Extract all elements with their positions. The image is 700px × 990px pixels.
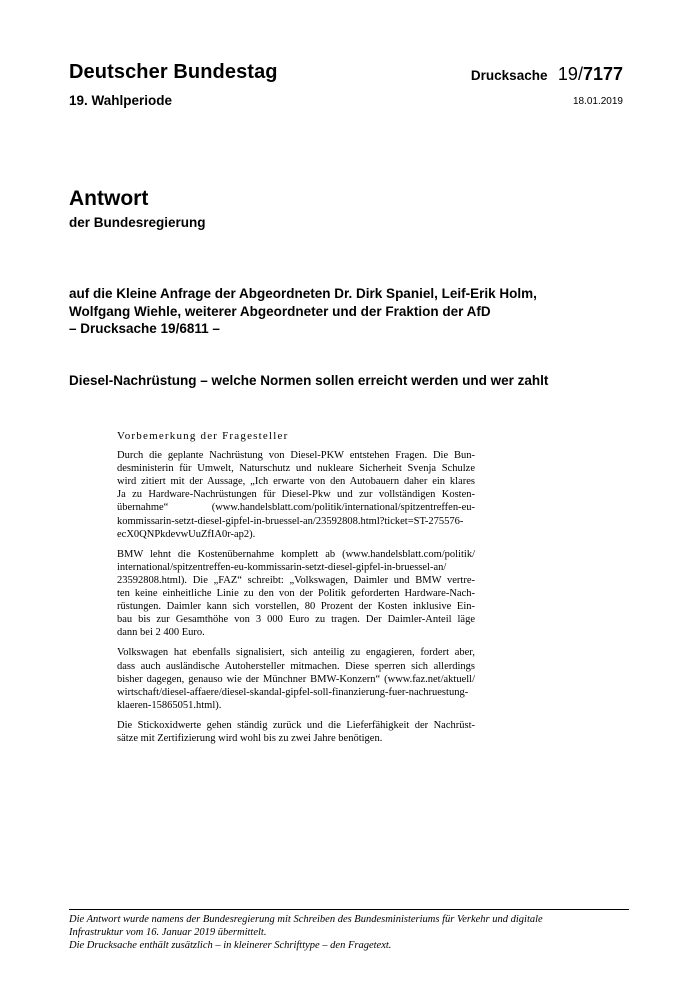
paragraph xyxy=(117,719,475,745)
footer-line: Die Drucksache enthält zusätzlich – in kleinerer Schrifttype – den Fragetext. xyxy=(69,940,392,952)
parliament-title: Deutscher Bundestag xyxy=(69,61,278,83)
drucksache-label: Drucksache xyxy=(470,68,548,83)
text-line: desministerin für Umwelt, Naturschutz und nukleare Sicherheit Svenja Schulze xyxy=(117,463,475,475)
inquiry-line: Wolfgang Wiehle, weiterer Abgeordneter und der Fraktion der AfD xyxy=(69,303,491,319)
text-line: international/spitzentreffen-eu-kommissarin-setzt-diesel-gipfel-in-bruessel-an/ xyxy=(117,561,447,573)
text-line: Volkswagen hat ebenfalls signalisiert, sich anteilig zu engagieren, fordert aber, xyxy=(117,647,475,659)
text-line: übernahme“ (www.handelsblatt.com/politik/international/spitzentreffen-eu- xyxy=(117,502,475,514)
inquiry-line: – Drucksache 19/6811 – xyxy=(69,321,220,336)
text-line: bisher dagegen, genauso wie der Münchner BMW-Konzern“ (www.faz.net/aktuell/ xyxy=(117,673,475,685)
inquiry-line: auf die Kleine Anfrage der Abgeordneten Dr. Dirk Spaniel, Leif-Erik Holm, xyxy=(69,286,537,301)
paragraph xyxy=(117,548,475,640)
answer-subtitle: der Bundesregierung xyxy=(69,215,206,230)
text-line: rüstungen. Daimler kann sich vorstellen, 80 Prozent der Kosten inklusive Ein- xyxy=(117,601,475,613)
footer-divider xyxy=(69,909,629,910)
document-date: 18.01.2019 xyxy=(572,96,623,107)
preliminary-remarks xyxy=(117,430,475,752)
drucksache-id: 7177 xyxy=(582,64,623,84)
subject-title: Diesel-Nachrüstung – welche Normen sollen erreicht werden und wer zahlt xyxy=(69,373,549,388)
paragraph xyxy=(117,646,475,711)
text-line: kommissarin-setzt-diesel-gipfel-in-bruessel-an/23592808.html?ticket=ST-275576- xyxy=(117,515,464,527)
text-line: wirtschaft/diesel-affaere/diesel-skandal-gipfel-soll-finanzierung-fuer-nachruestung- xyxy=(117,686,469,698)
text-line: 23592808.html). Die „FAZ“ schreibt: „Volkswagen, Daimler und BMW vertre- xyxy=(117,574,475,586)
text-line: klaeren-15865051.html). xyxy=(117,699,222,711)
inquiry-block xyxy=(69,285,609,338)
preliminary-heading: Vorbemerkung der Fragesteller xyxy=(117,430,289,442)
legislative-period: 19. Wahlperiode xyxy=(69,93,173,108)
text-line: ten keine einheitliche Linie zu den von der Politik geforderten Hardware-Nach- xyxy=(117,588,475,600)
text-line: wird zitiert mit der Aussage, „Ich erwarte von den Autobauern daher ein klares xyxy=(117,476,475,488)
footer-note xyxy=(69,913,649,953)
answer-title: Antwort xyxy=(69,187,149,210)
text-line: Ja zu Hardware-Nachrüstungen für Diesel-Pkw und zur vollständigen Kosten- xyxy=(117,489,475,501)
drucksache-prefix: 19/ xyxy=(557,64,583,84)
text-line: sätze mit Zertifizierung wird wohl bis zu zwei Jahre benötigen. xyxy=(117,732,383,744)
text-line: ecX0QNPkdevwUuZfIA0r-ap2). xyxy=(117,528,256,540)
text-line: BMW lehnt die Kostenübernahme komplett ab (www.handelsblatt.com/politik/ xyxy=(117,548,475,560)
footer-line: Infrastruktur vom 16. Januar 2019 übermittelt. xyxy=(69,927,267,939)
text-line: dass auch ausländische Autohersteller mitmachen. Diese sperren sich allerdings xyxy=(117,660,475,672)
text-line: bau bis zur Gesamthöhe von 3 000 Euro zu tragen. Der Daimler-Anteil läge xyxy=(117,614,475,626)
text-line: Die Stickoxidwerte gehen ständig zurück und die Lieferfähigkeit der Nachrüst- xyxy=(117,719,475,731)
drucksache-number xyxy=(471,64,623,85)
paragraph xyxy=(117,449,475,541)
footer-line: Die Antwort wurde namens der Bundesregierung mit Schreiben des Bundesministeriums für Verkehr und digitale xyxy=(69,914,543,925)
text-line: Durch die geplante Nachrüstung von Diesel-PKW entstehen Fragen. Die Bun- xyxy=(117,450,475,462)
text-line: dann bei 2 400 Euro. xyxy=(117,627,205,639)
